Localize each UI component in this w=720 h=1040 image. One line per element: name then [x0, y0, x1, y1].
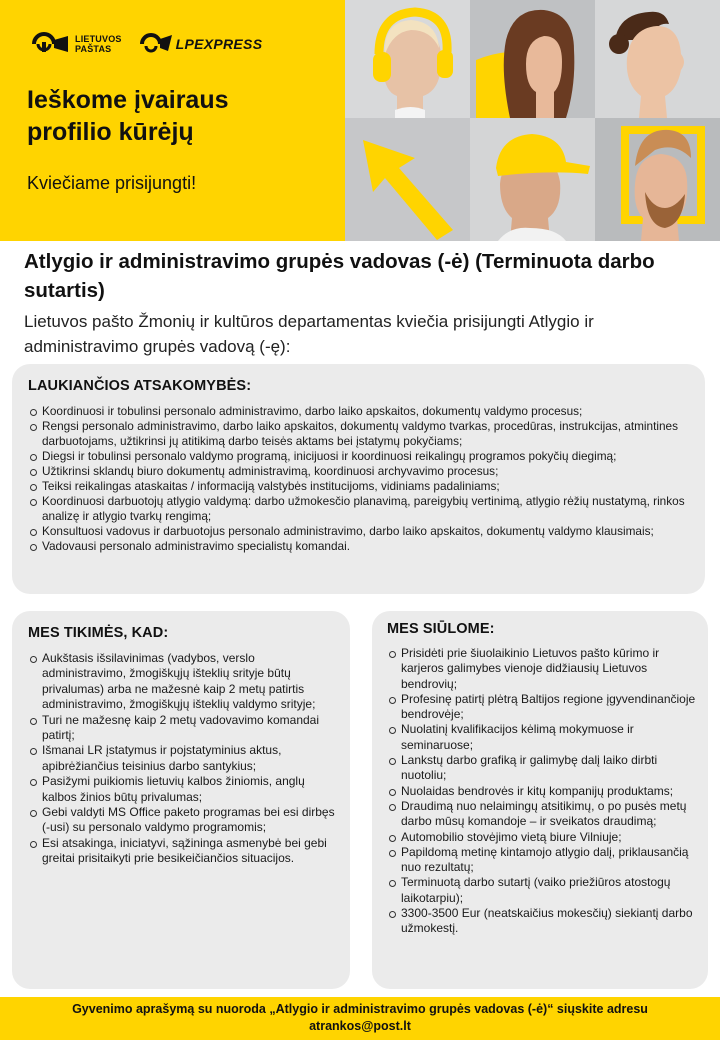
- expectations-panel: [12, 611, 350, 989]
- list-item: 3300-3500 Eur (neatskaičius mokesčių) siekiantį darbo užmokestį.: [387, 906, 696, 937]
- list-item: Pasižymi puikiomis lietuvių kalbos žiniomis, anglų kalbos žinios būtų privalumas;: [28, 774, 336, 805]
- expectations-list: [28, 651, 336, 867]
- list-item: Išmanai LR įstatymus ir pojstatyminius aktus, apibrėžiančius teisinius darbo santykius;: [28, 743, 336, 774]
- job-intro: Lietuvos pašto Žmonių ir kultūros departamentas kviečia prisijungti Atlygio ir administravimo grupės vadovą (-ę):: [24, 312, 594, 356]
- photo-grid: [345, 0, 720, 241]
- list-item: Aukštasis išsilavinimas (vadybos, verslo administravimo, žmogiškųjų išteklių srityje būtų privalumas) arba ne mažesnė kaip 2 metų patirtis administravimo, žmogiškųjų išteklių valdymo srityje;: [28, 651, 336, 713]
- photo-bearded-man: [595, 118, 720, 241]
- offer-panel: [372, 611, 708, 989]
- list-item: Prisidėti prie šiuolaikinio Lietuvos pašto kūrimo ir karjeros galimybes vienoje didžiausių Lietuvos bendrovių;: [387, 646, 696, 692]
- list-item: Teiksi reikalingas ataskaitas / informaciją valstybės institucijoms, vidiniams padaliniams;: [28, 479, 689, 494]
- list-item: Vadovausi personalo administravimo specialistų komandai.: [28, 539, 689, 554]
- list-item: Esi atsakinga, iniciatyvi, sąžininga asmenybė bei gebi greitai prisitaikyti prie besikeičiančios situacijos.: [28, 836, 336, 867]
- lietuvos-pastas-logo: [28, 30, 122, 58]
- logos: [28, 30, 278, 58]
- list-item: Koordinuosi darbuotojų atlygio valdymą: darbo užmokesčio planavimą, pareigybių vertinimą, atlygio rėžių nustatymą, rinkos analizę ir atlygio tvarkų rengimą;: [28, 494, 689, 524]
- list-item: Konsultuosi vadovus ir darbuotojus personalo administravimo, darbo laiko apskaitos, dokumentų valdymo klausimais;: [28, 524, 689, 539]
- list-item: Užtikrinsi sklandų biuro dokumentų administravimą, koordinuosi archyvavimo procesus;: [28, 464, 689, 479]
- logo-lp-line2: PAŠTAS: [75, 44, 112, 54]
- list-item: Gebi valdyti MS Office paketo programas bei esi dirbęs (-usi) su personalo valdymo programomis;: [28, 805, 336, 836]
- offer-list: [387, 646, 696, 937]
- list-item: Rengsi personalo administravimo, darbo laiko apskaitos, dokumentų valdymo tvarkas, procedūras, instrukcijas, atmintines darbuotojams, užtikrinsi jų atitikimą darbo teisės aktams bei įstatymų pokyčiams;: [28, 419, 689, 449]
- list-item: Terminuotą darbo sutartį (vaiko priežiūros atostogų laikotarpiu);: [387, 875, 696, 906]
- list-item: Turi ne mažesnę kaip 2 metų vadovavimo komandai patirtį;: [28, 713, 336, 744]
- photo-woman-long-hair: [470, 0, 595, 118]
- logo-lp-line1: LIETUVOS: [75, 34, 122, 44]
- list-item: Nuolatinį kvalifikacijos kėlimą mokymuose ir seminaruose;: [387, 722, 696, 753]
- photo-man-yellow-cap: [470, 118, 595, 241]
- list-item: Koordinuosi ir tobulinsi personalo administravimo, darbo laiko apskaitos, dokumentų valdymo procesus;: [28, 404, 689, 419]
- list-item: Profesinę patirtį plėtrą Baltijos regione įgyvendinančioje bendrovėje;: [387, 692, 696, 723]
- footer-instructions: Gyvenimo aprašymą su nuoroda „Atlygio ir administravimo grupės vadovas (-ė)“ siųskite adresu: [72, 1002, 648, 1016]
- subline: Kviečiame prisijungti!: [27, 173, 197, 193]
- photo-arrow-tile: [345, 118, 470, 241]
- job-title: Atlygio ir administravimo grupės vadovas (-ė) (Terminuota darbo sutartis): [24, 250, 655, 302]
- footer-banner: [0, 997, 720, 1040]
- list-item: Draudimą nuo nelaimingų atsitikimų, o po pusės metų darbo mūsų komandoje – ir sveikatos draudimą;: [387, 799, 696, 830]
- list-item: Papildomą metinę kintamojo atlygio dalį, priklausančią nuo rezultatų;: [387, 845, 696, 876]
- logo-lpe-text: LPEXPRESS: [175, 36, 263, 52]
- list-item: Diegsi ir tobulinsi personalo valdymo programą, inicijuosi ir koordinuosi reikalingų programos pokyčių diegimą;: [28, 449, 689, 464]
- lpexpress-mark-icon: [138, 31, 174, 57]
- headline: [27, 84, 317, 148]
- photo-woman-profile: [595, 0, 720, 118]
- footer-email[interactable]: atrankos@post.lt: [309, 1019, 411, 1033]
- responsibilities-panel: [12, 364, 705, 594]
- header-banner: [0, 0, 720, 241]
- headline-line2: profilio kūrėjų: [27, 118, 194, 146]
- headline-line1: Ieškome įvairaus: [27, 86, 229, 114]
- post-horn-icon: [28, 30, 72, 58]
- expectations-heading: MES TIKIMĖS, KAD:: [28, 625, 169, 641]
- lpexpress-logo: [138, 31, 263, 57]
- list-item: Nuolaidas bendrovės ir kitų kompanijų produktams;: [387, 784, 696, 799]
- responsibilities-heading: LAUKIANČIOS ATSAKOMYBĖS:: [28, 378, 252, 394]
- list-item: Automobilio stovėjimo vietą biure Vilniuje;: [387, 830, 696, 845]
- offer-heading: MES SIŪLOME:: [387, 621, 495, 637]
- photo-person-headphones: [345, 0, 470, 118]
- list-item: Lankstų darbo grafiką ir galimybę dalį laiko dirbti nuotoliu;: [387, 753, 696, 784]
- responsibilities-list: [28, 404, 689, 554]
